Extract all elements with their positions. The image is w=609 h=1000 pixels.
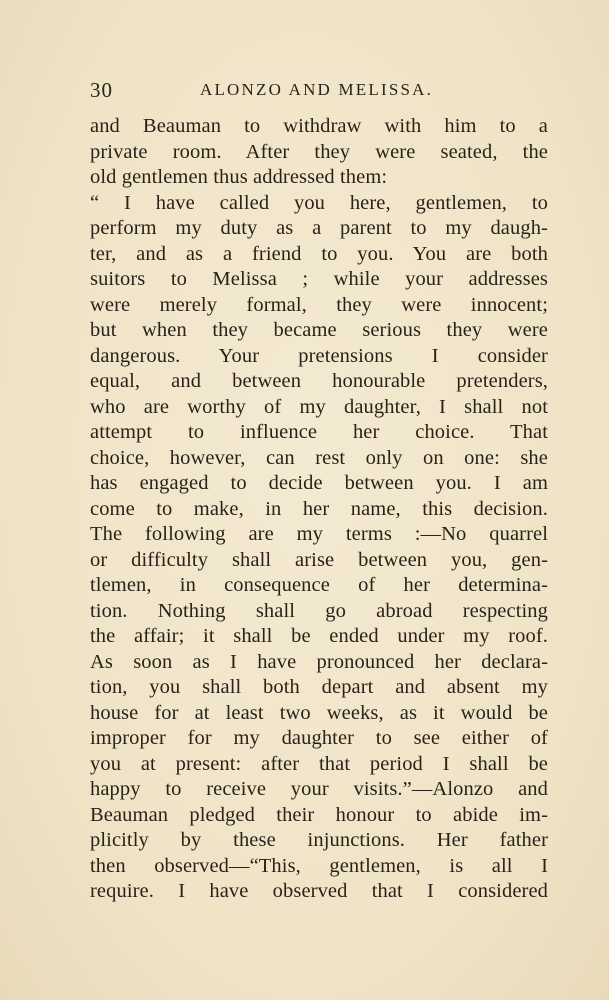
text-line: and Beauman to withdraw with him to a <box>90 115 548 137</box>
text-line: choice, however, can rest only on one: she <box>90 446 548 469</box>
text-line: Beauman pledged their honour to abide im- <box>90 803 548 826</box>
text-line: private room. After they were seated, the <box>90 140 548 163</box>
text-line: then observed—“This, gentlemen, is all I <box>90 854 548 877</box>
text-line: tion. Nothing shall go abroad respecting <box>90 599 548 622</box>
text-line: or difficulty shall arise between you, gen- <box>90 548 548 571</box>
text-line: has engaged to decide between you. I am <box>90 472 548 494</box>
text-line: equal, and between honourable pretenders, <box>90 370 548 392</box>
text-line: perform my duty as a parent to my daugh- <box>90 217 548 239</box>
body-text <box>90 114 548 905</box>
text-line: but when they became serious they were <box>90 319 548 341</box>
text-line: happy to receive your visits.”—Alonzo and <box>90 778 548 800</box>
text-line: attempt to influence her choice. That <box>90 421 548 443</box>
text-line: “ I have called you here, gentlemen, to <box>90 191 548 214</box>
text-line: you at present: after that period I shall be <box>90 752 548 775</box>
text-line: dangerous. Your pretensions I consider <box>90 344 548 367</box>
text-line: the affair; it shall be ended under my roof. <box>90 625 548 647</box>
text-line: who are worthy of my daughter, I shall not <box>90 395 548 418</box>
text-line: come to make, in her name, this decision. <box>90 497 548 520</box>
text-line: tion, you shall both depart and absent my <box>90 676 548 698</box>
text-line: ter, and as a friend to you. You are both <box>90 242 548 265</box>
text-line: require. I have observed that I considered <box>90 880 548 902</box>
page-number: 30 <box>90 78 113 102</box>
text-line: old gentlemen thus addressed them: <box>90 166 388 188</box>
text-line: improper for my daughter to see either of <box>90 727 548 749</box>
text-line: house for at least two weeks, as it would be <box>90 701 548 724</box>
text-line: As soon as I have pronounced her declara- <box>90 650 548 673</box>
text-line: suitors to Melissa ; while your addresses <box>90 268 548 290</box>
running-title: ALONZO AND MELISSA. <box>200 80 434 99</box>
text-line: tlemen, in consequence of her determina- <box>90 574 548 596</box>
text-line: were merely formal, they were innocent; <box>90 293 548 316</box>
running-head <box>90 78 548 102</box>
text-line: The following are my terms :—No quarrel <box>90 523 548 545</box>
text-line: plicitly by these injunctions. Her father <box>90 829 548 851</box>
